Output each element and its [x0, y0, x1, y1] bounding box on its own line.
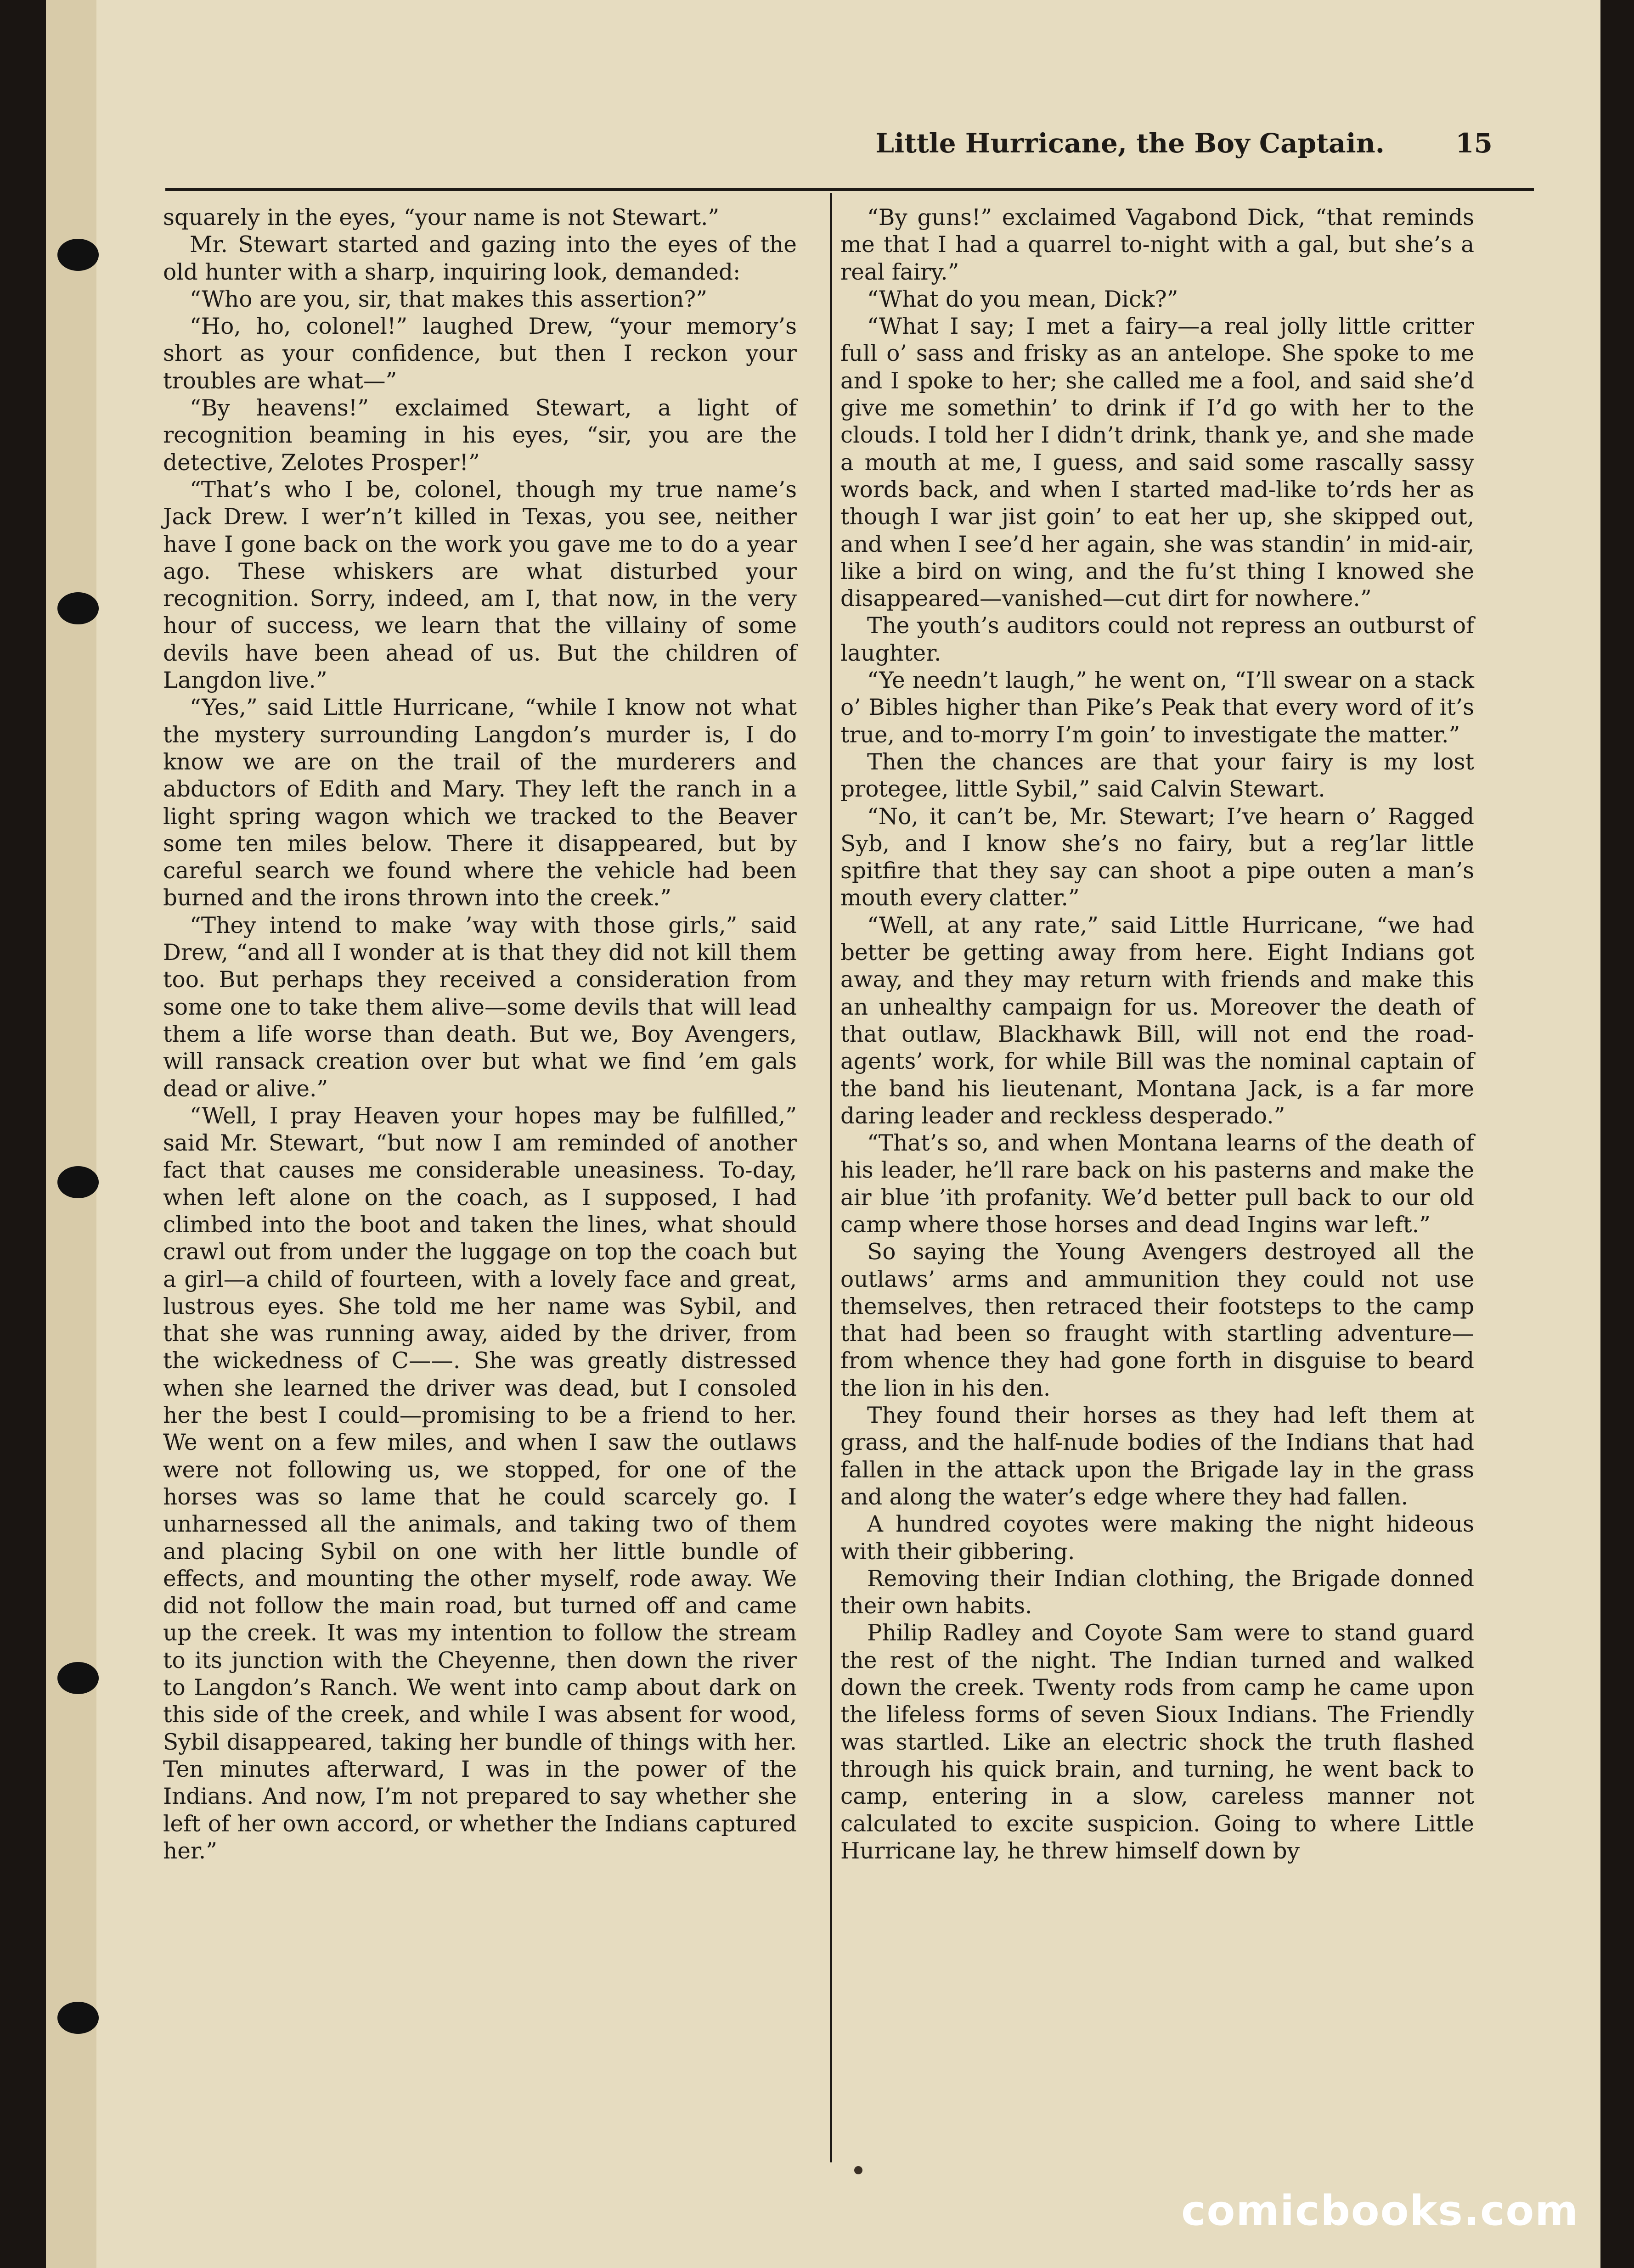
binding-hole — [57, 1662, 99, 1694]
running-title: Little Hurricane, the Boy Captain. — [875, 128, 1385, 159]
paragraph: Philip Radley and Coyote Sam were to stand guard the rest of the night. The Indian turned and walked down the creek. Twenty rods from camp he came upon the lifeless forms of seven Sioux Indians. The Friendly was startled. Like an electric shock the truth flashed through his quick brain, and turning, he went back to camp, entering in a slow, careless manner not calculated to excite suspicion. Going to where Little Hurricane lay, he threw himself down by — [840, 1620, 1474, 1864]
paragraph: squarely in the eyes, “your name is not Stewart.” — [163, 205, 720, 230]
ink-spot — [854, 2166, 862, 2174]
paragraph: Mr. Stewart started and gazing into the eyes of the old hunter with a sharp, inquiring look, demanded: — [163, 232, 797, 285]
watermark: comicbooks.com — [1181, 2187, 1579, 2235]
header-rule — [165, 188, 1534, 191]
left-column — [163, 204, 797, 1865]
paragraph: “That’s who I be, colonel, though my true name’s Jack Drew. I wer’n’t killed in Texas, you see, neither have I gone back on the work you gave me to do a year ago. These whiskers are what disturbed your recognition. Sorry, indeed, am I, that now, in the very hour of success, we learn that the villainy of some devils have been ahead of us. But the children of Langdon live.” — [163, 477, 797, 694]
paragraph: “Ho, ho, colonel!” laughed Drew, “your memory’s short as your confidence, but then I reckon your troubles are what—” — [163, 314, 797, 394]
binding-hole — [57, 239, 99, 271]
magazine-page — [46, 0, 1600, 2268]
paragraph: “Who are you, sir, that makes this assertion?” — [190, 286, 708, 312]
right-column — [840, 204, 1474, 1865]
binding-hole — [57, 2002, 99, 2034]
page-spine — [46, 0, 96, 2268]
binding-hole — [57, 592, 99, 624]
column-divider — [830, 193, 832, 2162]
paragraph: “Well, I pray Heaven your hopes may be fulfilled,” said Mr. Stewart, “but now I am reminded of another fact that causes me considerable uneasiness. To-day, when left alone on the coach, as I supposed, I had climbed into the boot and taken the lines, what should crawl out from under the luggage on top the coach but a girl—a child of fourteen, with a lovely face and great, lustrous eyes. She told me her name was Sybil, and that she was running away, aided by the driver, from the wickedness of C——. She was greatly distressed when she learned the driver was dead, but I consoled her the best I could—promising to be a friend to her. We went on a few miles, and when I saw the outlaws were not following us, we stopped, for one of the horses was so lame that he could scarcely go. I unharnessed all the animals, and taking two of them and placing Sybil on one with her little bundle of effects, and mounting the other myself, rode away. We did not follow the main road, but turned off and came up the creek. It was my intention to follow the stream to its junction with the Cheyenne, then down the river to Langdon’s Ranch. We went into camp about dark on this side of the creek, and while I was absent for wood, Sybil disappeared, taking her bundle of things with her. Ten minutes afterward, I was in the power of the Indians. And now, I’m not prepared to say whether she left of her own accord, or whether the Indians captured her.” — [163, 1103, 797, 1864]
paragraph: The youth’s auditors could not repress an outburst of laughter. — [840, 613, 1474, 666]
paragraph: They found their horses as they had left them at grass, and the half-nude bodies of the Indians that had fallen in the attack upon the Brigade lay in the grass and along the water’s edge where they had fallen. — [840, 1403, 1474, 1510]
paragraph: Removing their Indian clothing, the Brigade donned their own habits. — [840, 1566, 1474, 1619]
paragraph: “No, it can’t be, Mr. Stewart; I’ve hearn o’ Ragged Syb, and I know she’s no fairy, but a reg’lar little spitfire that they say can shoot a pipe outen a man’s mouth every clatter.” — [840, 803, 1474, 911]
page-number: 15 — [1455, 128, 1493, 159]
paragraph: “That’s so, and when Montana learns of the death of his leader, he’ll rare back on his pasterns and make the air blue ’ith profanity. We’d better pull back to our old camp where those horses and dead Ingins war left.” — [840, 1130, 1474, 1238]
paragraph: “What I say; I met a fairy—a real jolly little critter full o’ sass and frisky as an antelope. She spoke to me and I spoke to her; she called me a fool, and said she’d give me somethin’ to drink if I’d go with her to the clouds. I told her I didn’t drink, thank ye, and she made a mouth at me, I guess, and said some rascally sassy words back, and when I started mad-like to’rds her as though I war jist goin’ to eat her up, she skipped out, and when I see’d her again, she was standin’ in mid-air, like a bird on wing, and the fu’st thing I knowed she disappeared—vanished—cut dirt for nowhere.” — [840, 314, 1474, 612]
paragraph: “Yes,” said Little Hurricane, “while I know not what the mystery surrounding Langdon’s murder is, I do know we are on the trail of the murderers and abductors of Edith and Mary. They left the ranch in a light spring wagon which we tracked to the Beaver some ten miles below. There it disappeared, but by careful search we found where the vehicle had been burned and the irons thrown into the creek.” — [163, 695, 797, 911]
paragraph: “Well, at any rate,” said Little Hurricane, “we had better be getting away from here. Eight Indians got away, and they may return with friends and make this an unhealthy campaign for us. Moreover the death of that outlaw, Blackhawk Bill, will not end the road-agents’ work, for while Bill was the nominal captain of the band his lieutenant, Montana Jack, is a far more daring leader and reckless desperado.” — [840, 912, 1474, 1129]
paragraph: “They intend to make ’way with those girls,” said Drew, “and all I wonder at is that they did not kill them too. But perhaps they received a consideration from some one to take them alive—some devils that will lead them a life worse than death. But we, Boy Avengers, will ransack creation over but what we find ’em gals dead or alive.” — [163, 912, 797, 1102]
paragraph: “By heavens!” exclaimed Stewart, a light of recognition beaming in his eyes, “sir, you are the detective, Zelotes Prosper!” — [163, 395, 797, 476]
paragraph: “What do you mean, Dick?” — [867, 286, 1178, 312]
paragraph: So saying the Young Avengers destroyed all the outlaws’ arms and ammunition they could not use themselves, then retraced their footsteps to the camp that had been so fraught with startling adventure—from whence they had gone forth in disguise to beard the lion in his den. — [840, 1239, 1474, 1401]
paragraph: “By guns!” exclaimed Vagabond Dick, “that reminds me that I had a quarrel to-night with a gal, but she’s a real fairy.” — [840, 205, 1474, 285]
binding-hole — [57, 1166, 99, 1198]
paragraph: Then the chances are that your fairy is my lost protegee, little Sybil,” said Calvin Stewart. — [840, 749, 1474, 803]
paragraph: A hundred coyotes were making the night hideous with their gibbering. — [840, 1511, 1474, 1565]
paragraph: “Ye needn’t laugh,” he went on, “I’ll swear on a stack o’ Bibles higher than Pike’s Peak that every word of it’s true, and to-morry I’m goin’ to investigate the matter.” — [840, 668, 1474, 748]
